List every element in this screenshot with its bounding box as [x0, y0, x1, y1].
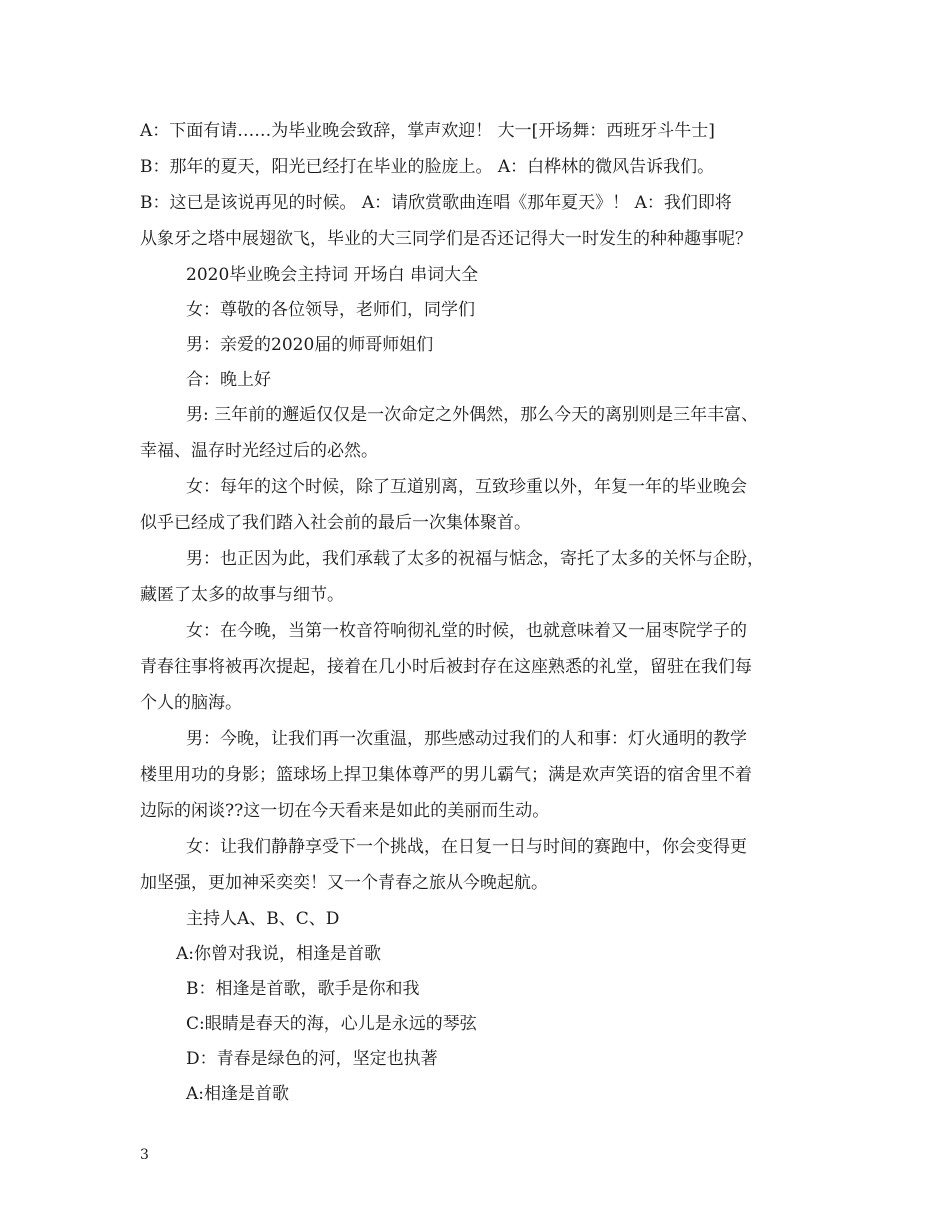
- text-line: 男：亲爱的2020届的师哥师姐们: [186, 335, 434, 355]
- text-line: D：青春是绿色的河，坚定也执著: [186, 1049, 438, 1069]
- text-line: 女：让我们静静享受下一个挑战，在日复一日与时间的赛跑中，你会变得更: [186, 837, 747, 857]
- text-line: 男：也正因为此，我们承载了太多的祝福与惦念，寄托了太多的关怀与企盼，: [186, 549, 764, 569]
- text-line: 女：在今晚，当第一枚音符响彻礼堂的时候，也就意味着又一届枣院学子的: [186, 621, 747, 641]
- text-line: 女：尊敬的各位领导，老师们，同学们: [186, 300, 475, 320]
- text-line: 加坚强，更加神采奕奕！又一个青春之旅从今晚起航。: [140, 873, 548, 893]
- text-line: 女：每年的这个时候，除了互道别离，互致珍重以外，年复一年的毕业晚会: [186, 477, 747, 497]
- text-line: 边际的闲谈??这一切在今天看来是如此的美丽而生动。: [140, 801, 550, 821]
- text-line: B：相逢是首歌，歌手是你和我: [186, 979, 420, 999]
- text-line: 合：晚上好: [186, 370, 271, 390]
- text-line: 幸福、温存时光经过后的必然。: [140, 441, 378, 461]
- section-title: 2020毕业晚会主持词 开场白 串词大全: [186, 265, 479, 285]
- text-line: A:你曾对我说，相逢是首歌: [176, 944, 382, 964]
- text-line: B：这已是该说再见的时候。 A：请欣赏歌曲连唱《那年夏天》！ A：我们即将: [140, 193, 732, 213]
- text-line: C:眼睛是春天的海，心儿是永远的琴弦: [186, 1014, 477, 1034]
- text-line: 从象牙之塔中展翅欲飞，毕业的大三同学们是否还记得大一时发生的种种趣事呢？: [140, 229, 752, 249]
- text-line: 个人的脑海。: [140, 693, 242, 713]
- text-line: 男: 三年前的邂逅仅仅是一次命定之外偶然，那么今天的离别则是三年丰富、: [186, 405, 759, 425]
- text-line: B：那年的夏天，阳光已经打在毕业的脸庞上。 A：白桦林的微风告诉我们。: [140, 157, 715, 177]
- text-line: A：下面有请……为毕业晚会致辞，掌声欢迎！ 大一[开场舞：西班牙斗牛士]: [140, 121, 715, 141]
- text-line: 藏匿了太多的故事与细节。: [140, 585, 344, 605]
- text-line: 似乎已经成了我们踏入社会前的最后一次集体聚首。: [140, 513, 531, 533]
- text-line: 男：今晚，让我们再一次重温，那些感动过我们的人和事：灯火通明的教学: [186, 729, 747, 749]
- text-line: 主持人A、B、C、D: [186, 909, 340, 929]
- text-line: A:相逢是首歌: [186, 1084, 290, 1104]
- text-line: 楼里用功的身影；篮球场上捍卫集体尊严的男儿霸气；满是欢声笑语的宿舍里不着: [140, 765, 752, 785]
- text-line: 青春往事将被再次提起，接着在几小时后被封存在这座熟悉的礼堂，留驻在我们每: [140, 657, 752, 677]
- page-number: 3: [140, 1147, 149, 1163]
